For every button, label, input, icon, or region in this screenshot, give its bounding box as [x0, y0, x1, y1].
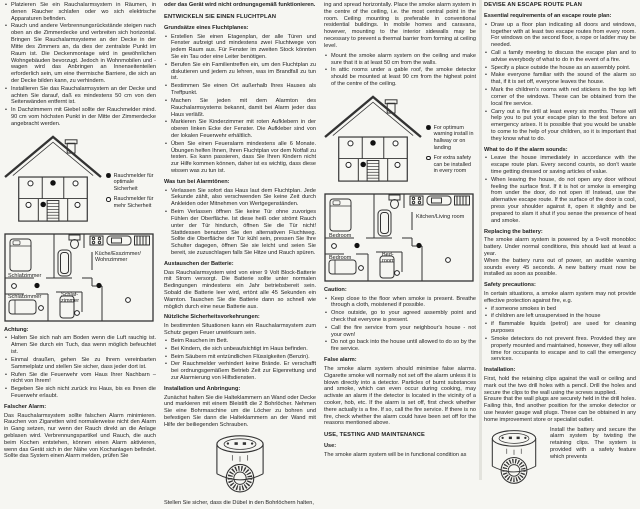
house-diagram-german: [4, 131, 156, 225]
room-label-bedroom-middle: Bed- room: [382, 252, 395, 265]
bullet-item: • if someone smokes in bed: [491, 306, 636, 313]
essential-bullets: [484, 22, 636, 143]
floor-plan-german: [4, 228, 156, 322]
column-english-placement: [324, 2, 476, 509]
smoke-detector-illustration: [208, 432, 272, 498]
bullet-item: • Üben Sie einen Feueralarm mindestens alle 6 Monate. Übungen helfen Ihnen, Ihren Fluchtplan vor dem Notfall zu testen. Es kann passieren, dass Sie Ihren Kindern nicht zur Hilfe kommen können, daher ist es wichtig, dass diese wissen was zu tun ist.: [171, 141, 316, 175]
bullet-item: • Draw up a floor plan indicating all doors and windows, together with at least two escape routes from every room. For windows on the second floor, a rope or ladder may be needed.: [491, 22, 636, 49]
bullet-item: • Berufen Sie ein Familientreffen ein, um den Fluchtplan zu diskutieren und jedem zu lehren, was im Brandfall zu tun ist.: [171, 62, 316, 82]
heading-caution: Caution:: [324, 286, 347, 293]
legend-label: For optimum warning install in hallway or on landing: [433, 124, 474, 151]
bullet-item: • Smoke detectors do not prevent fires. Provided they are properly mounted and maintained, however, they will allow time for occupants to escape and to call the emergency services.: [491, 336, 636, 363]
legend-item-optimal: [106, 173, 154, 193]
installation-figure-en: [484, 427, 636, 489]
bullet-item: • Mount the smoke alarm system on the ceiling and make sure that it is at least 50 cm from the walls.: [331, 53, 476, 67]
device-warning-note: oder das Gerät wird nicht ordnungsgemäß funktionieren.: [164, 2, 316, 8]
mounting-bullets: [324, 53, 476, 88]
room-label-kitchen: Küche/Esszimmer/ Wohnzimmer: [95, 250, 141, 263]
sicherheits-bullets: [164, 338, 316, 382]
bullet-item: • Begeben Sie sich nicht zurück ins Haus, bis es Ihnen die Feuerwehr erlaubt.: [11, 386, 156, 400]
heading-alarmtoene: Was tun bei Alarmtönen:: [164, 178, 230, 185]
heading-achtung: Achtung:: [4, 326, 29, 333]
bullet-item: • Rauch und andere Verbrennungsrückstände steigen nach oben an die Zimmerdecke und verbreiten sich horizontal. Bringen Sie Rauchalarmsysteme an der Decke in der Mitte des Zimmers an, da dies der zentralste Punkt im Raum ist. Die Deckenmontage wird in gewöhnlichen Wohngebäuden bevorzugt. Jedoch in Wohnmobilen und -wagen wird das Anbringen an Innenseitenteilen erforderlich sein, um eine thermische Barriere, die sich an der Decke bilden kann, zu verhindern.: [11, 23, 156, 84]
battery-text-1: The smoke alarm system is powered by a 9-volt monobloc battery. Under normal conditions, this should last at least a year.: [484, 237, 636, 257]
heading-batterie: Austauschen der Batterie:: [164, 260, 234, 267]
legend-label: Rauchmelder für mehr Sicherheit: [113, 196, 154, 209]
grundsaetze-bullets: [164, 34, 316, 175]
legend-item-extra-safety: [426, 155, 474, 175]
house-cross-section-illustration: [324, 91, 422, 185]
alarm-sounds-bullets: [484, 155, 636, 224]
achtung-bullets: [4, 335, 156, 399]
bullet-item: • Leave the house immediately in accordance with the escape route plan. Every second counts, so don't waste time getting dressed or saving articles of value.: [491, 155, 636, 175]
bullet-item: • Installieren Sie das Rauchalarmsystem an der Decke und achten Sie darauf, daß es mindestens 50 cm von den Seitenwänden entfernt ist.: [11, 86, 156, 106]
bullet-item: • Beim Rauchen im Bett.: [171, 338, 316, 345]
bullet-item: • Do not go back into the house until allowed to do so by the fire service.: [331, 339, 476, 353]
bullet-item: • Call the fire service from your neighbour's house - not your own!: [331, 325, 476, 339]
bullet-item: • Beim Verlassen öffnen Sie keine Tür ohne zuvoriges Fühlen der Oberfläche. Ist diese heiß oder strömt Rauch unter der Tür hindurch, öffnen Sie die Tür nicht! Stattdessen benutzen Sie den alternativen Fluchtweg. Sollte die Oberfläche der Tür kühl sein, pressen Sie Ihre Schulter dagegen, öffnen Sie sie leicht und seien Sie bereit, sie zuzuschlagen falls Sie Hitze und Rauch spüren.: [171, 209, 316, 257]
bullet-item: • Once outside, go to your agreed assembly point and check that everyone is present.: [331, 310, 476, 324]
bullet-item: • Rufen Sie die Feuerwehr vom Haus Ihrer Nachbarn – nicht von Ihrem!: [11, 372, 156, 386]
bullet-item: • Erstellen Sie einen Etagenplan, der alle Türen und Fenster aufzeigt und mindestens zwei Fluchtwege von jedem Raum aus. Für Fenster im zweiten Stock könnten Sie ein Tau oder eine Leiter benötigen.: [171, 34, 316, 61]
smoke-detector-illustration: [484, 427, 544, 489]
room-label-bedroom-top: Bedroom: [329, 232, 352, 239]
heading-fluchtplan: ENTWICKELN SIE EINEN FLUCHTPLAN: [164, 13, 277, 20]
legend-item-optimum: [426, 125, 474, 151]
house-legend-de: [106, 173, 154, 210]
bullet-item: • if flammable liquids (petrol) are used for cleaning purposes: [491, 321, 636, 335]
bullet-item: • Specify a place outside the house as an assembly point.: [491, 65, 636, 72]
sicherheits-intro: In bestimmten Situationen kann ein Rauchalarmsystem zum Schutz gegen Feuer unwirksam sein.: [164, 323, 316, 337]
safety-intro-text: In certain situations, a smoke alarm system may not provide effective protection against fire, e.g.: [484, 291, 636, 304]
room-label-bedroom-bottom: Schlafzimmer: [8, 293, 42, 300]
heading-essential-requirements: Essential requirements of an escape route plan:: [484, 12, 612, 19]
legend-label: Rauchmelder für optimale Sicherheit: [113, 172, 154, 192]
installation-side-text: Install the battery and secure the alarm system by twisting the retaining clips. The system is provided with a safety feature which prevents: [550, 426, 636, 460]
room-label-bedroom-middle: Schlaf- zimmer: [61, 292, 80, 305]
bullet-item: • Make everyone familiar with the sound of the alarm so that, if it is set off, everyone leaves the house.: [491, 72, 636, 86]
open-dot-icon: [106, 197, 111, 202]
column-english-escape-plan: [484, 2, 636, 509]
placement-bullets-de: [4, 2, 156, 128]
batterie-text: Das Rauchalarmsystem wird von einer 9 Volt Block-Batterie mit Strom versorgt. Die Batterie sollte unter normalen Bedingungen mindestens ein Jahr betriebsbereit sein. Sobald die Batterie leer wird, ertönt alle 45 Sekunden ein Warnton. Tauschen Sie die Batterie dann so schnell wie möglich durch eine neue Batterie aus.: [164, 269, 316, 310]
open-dot-icon: [426, 156, 431, 161]
mounting-text: ing and spread horizontally. Place the smoke alarm system in the centre of the ceiling, i.e. the most central point in the room. Ceiling mounting is preferable in conventional residential buildings. In mobile homes and caravans, however, mounting to the interior sidewalls may be necessary to prevent a thermal barrier from forming at ceiling level.: [324, 2, 476, 49]
false-alarm-text: The smoke alarm system should minimise false alarms. Cigarette smoke will normally not set off the alarm unless it is blown directly into a detector. Particles of burnt substances and smoke, which can even occur during cooking, may activate an alarm if the detector is located in the vicinity of a cooker, hob, etc. If the alarm is set off, first check whether there actually is a fire. If so, call the fire service. If there is no fire, check whether the alarm could have been set off for the reasons mentioned above.: [324, 365, 476, 427]
heading-alarm-sounds: What to do if the alarm sounds:: [484, 146, 568, 153]
bullet-item: • Platzieren Sie ein Rauchalarmsystem in Räumen, in denen Raucher schlafen oder wo sich elektrische Apparaturen befinden.: [11, 2, 156, 22]
heading-use-testing-maintenance: USE, TESTING AND MAINTENANCE: [324, 432, 425, 439]
bullet-item: • Halten Sie sich nah am Boden wenn die Luft rauchig ist. Atmen Sie durch ein Tuch, das wenn möglich befeuchtet ist.: [11, 335, 156, 355]
heading-grundsaetze: Grundsätze eines Fluchtplanes:: [164, 24, 249, 31]
filled-dot-icon: [426, 125, 431, 130]
heading-replacing-battery: Replacing the battery:: [484, 228, 543, 235]
bullet-item: • Markieren Sie Kinderzimmer mit roten Aufklebern in der oberen linken Ecke der Fenster. Die Aufkleber sind von der lokalen Feuerwehr erhältlich.: [171, 119, 316, 139]
bullet-item: • When leaving the house, do not open any door without feeling the surface first. If it is hot or smoke is emerging from under the door, do not open it! Instead, use the alternative escape route. If the surface of the door is cool, press your shoulder against it, open it slightly and be prepared to slam it shut if you sense the presence of heat and smoke.: [491, 177, 636, 225]
caution-bullets: [324, 296, 476, 354]
bullet-item: • Bestimmen Sie einen Ort außerhalb Ihres Hauses als Treffpunkt.: [171, 83, 316, 97]
bullet-item: • if children are left unsupervised in the house: [491, 313, 636, 320]
heading-falscher-alarm: Falscher Alarm:: [4, 403, 47, 410]
page-fold-shadow: [479, 0, 482, 480]
room-label-bedroom-top: Schlafzimmer: [8, 272, 42, 279]
duebel-text: Stellen Sie sicher, dass die Dübel in den Bohrlöchern halten,: [164, 499, 314, 506]
bullet-item: • Carry out a fire drill at least every six months. These will help you to put your escape plan to the test before an emergency arises. It is possible that you would be unable to come to the help of your children, so it is important that they know what to do.: [491, 109, 636, 143]
installation-text-2: Ensure that the wall plugs are securely held in the drill holes. Failing this, find another position for the smoke detector or use heavier gauge wall plugs. These can be obtained in any home improvement store or specialist outlet.: [484, 396, 636, 423]
bullet-item: • Machen Sie jeden mit dem Alarmton des Rauchalarmsystems bekannt, damit bei Alarm jeder das Haus verläßt.: [171, 98, 316, 118]
bullet-item: • Call a family meeting to discuss the escape plan and to advise everybody of what to do in the event of a fire.: [491, 50, 636, 64]
detector-figure-de: [164, 432, 316, 498]
bullet-item: • In Dachzimmern mit Giebel sollte der Rauchmelder mind. 90 cm vom höchsten Punkt in der Mitte der Zimmerdecke angebracht werden.: [11, 107, 156, 127]
filled-dot-icon: [106, 173, 111, 178]
house-diagram-english: [324, 91, 476, 185]
heading-sicherheitsvorkehrungen: Nützliche Sicherheitsvorkehrungen:: [164, 314, 260, 321]
battery-text-2: When the battery runs out of power, an audible warning sounds every 45 seconds. A new battery must now be installed as soon as possible.: [484, 257, 636, 278]
heading-devise-escape-plan: DEVISE AN ESCAPE ROUTE PLAN: [484, 2, 583, 8]
legend-label: For extra safety can be installed in every room: [433, 155, 472, 175]
bullet-item: • Beim Säubern mit entzündlichen Flüssigkeiten (Benzin).: [171, 354, 316, 361]
room-label-bedroom-bottom: Bedroom: [329, 254, 352, 261]
falscher-alarm-text: Das Rauchalarmsystem sollte falschen Alarm minimieren. Rauchen von Zigaretten wird normalerweise nicht den Alarm in Gang setzen, nur wenn der Rauch direkt an die Anlage geblasen wird. Verbrennungspartikel und Rauch, die auch beim Kochen entstehen, können einen Alarm aktivieren, wenn das Gerät sich in der Nähe von Kochanlagen befindet. Sollte das System einen Alarm melden, prüfen Sie: [4, 412, 156, 460]
installation-text-de: Zunächst halten Sie die Halteklammern an Wand oder Decke und markieren mit einem Bleistift die 2 Bohrlöcher. Nehmen Sie eine Bohrmaschine um die Löcher zu bohren und befestigen Sie dann die Halteklammern an der Wand mit Hilfe der beiliegenden Schrauben.: [164, 394, 316, 428]
installation-text-1: First, hold the retaining clips against the wall or ceiling and mark out the two drill holes with a pencil. Drill the holes and secure the clips to the wall using the screws supplied.: [484, 375, 636, 396]
house-cross-section-illustration: [4, 131, 102, 225]
heading-installation-de: Installation und Anbringung:: [164, 385, 241, 392]
bullet-item: • Mark the children's rooms with red stickers in the top left corner of the windows. These can be obtained from the local fire service.: [491, 87, 636, 107]
bullet-item: • Verlassen Sie sofort das Haus laut dem Fluchtplan. Jede Sekunde zählt, also verschwenden Sie keine Zeit durch Ankleiden oder Mitnehmen von Wertgegenständen.: [171, 188, 316, 208]
floor-plan-english: [324, 188, 476, 282]
heading-installation-en: Installation:: [484, 367, 516, 374]
legend-item-more-safety: [106, 196, 154, 209]
bullet-item: • Der Rauchmelder verhindert keine Brände. Er verschafft bei ordnungsgemäßem Betrieb Zeit zur Eigenrettung und zur Alarmierung von Hilfsdiensten.: [171, 361, 316, 381]
column-german-placement: [4, 2, 156, 509]
bullet-item: • Bei Kindern, die sich unbeaufsichtigt im Haus befinden.: [171, 346, 316, 353]
bullet-item: • Einmal draußen, gehen Sie zu Ihrem vereinbarten Sammelplatz und stellen Sie sicher, dass jeder dort ist.: [11, 357, 156, 371]
room-label-kitchen: Kitchen/Living room: [416, 213, 465, 220]
heading-use: Use:: [324, 443, 337, 450]
safety-bullets: [484, 306, 636, 364]
column-german-escape-plan: [164, 2, 316, 509]
heading-false-alarm: False alarm:: [324, 357, 357, 364]
house-legend-en: [426, 125, 474, 175]
bullet-item: • Keep close to the floor when smoke is present. Breathe through a cloth, moistened if possible.: [331, 296, 476, 310]
use-text: The smoke alarm system will be in functional condition as: [324, 451, 467, 458]
alarmtoene-bullets: [164, 188, 316, 257]
heading-safety-precautions: Safety precautions:: [484, 282, 536, 289]
bullet-item: • In attic rooms under a gable roof, the smoke detector should be mounted at least 90 cm from the highest point of the centre of the ceiling.: [331, 67, 476, 87]
